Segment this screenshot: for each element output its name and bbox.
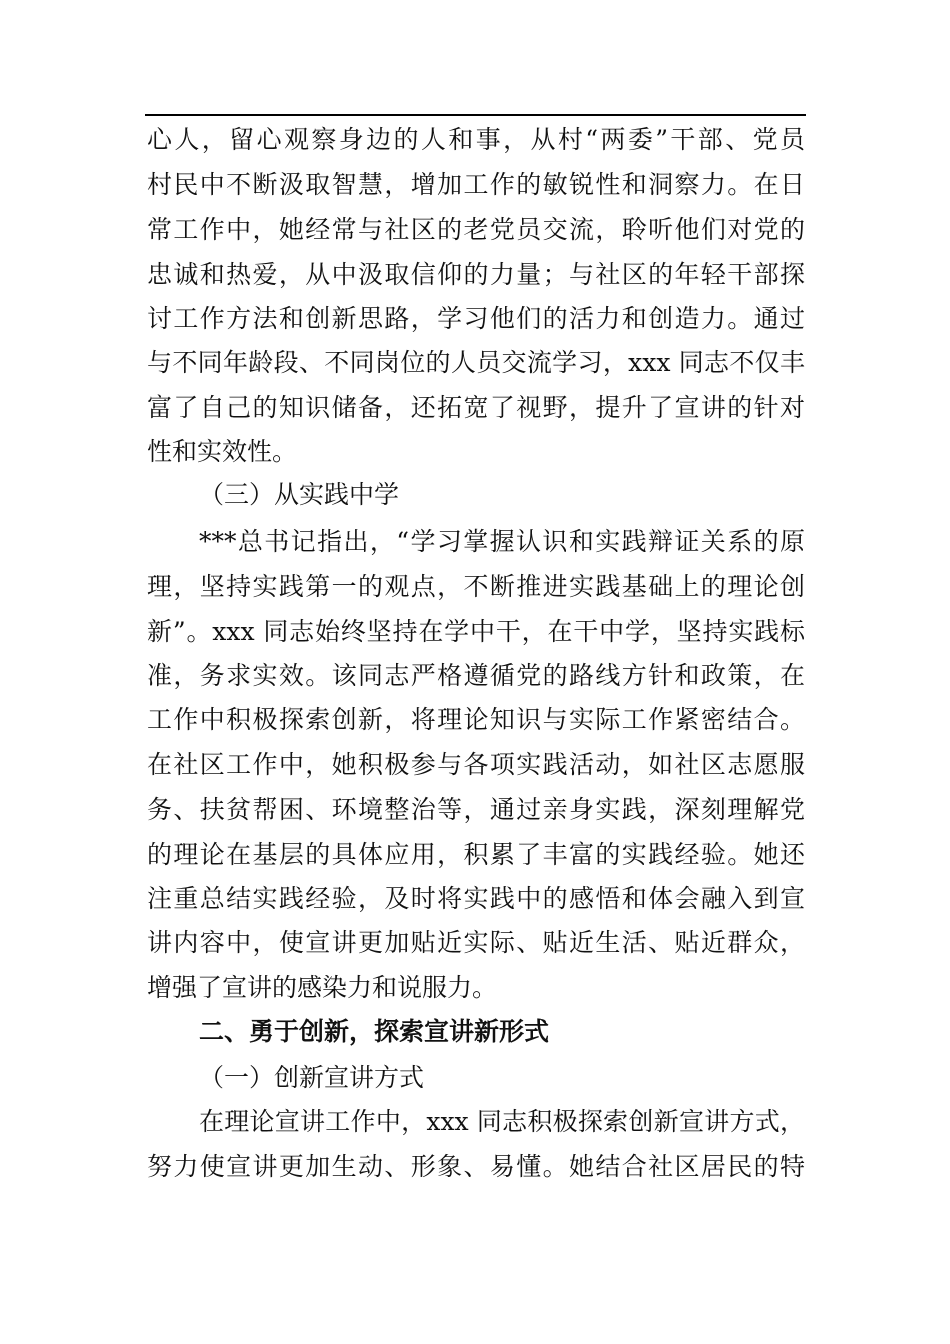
paragraph-line: 务、扶贫帮困、环境整治等，通过亲身实践，深刻理解党 (147, 795, 805, 824)
paragraph-line: ***总书记指出，“学习掌握认识和实践辩证关系的原 (199, 527, 805, 556)
paragraph-line: 讨工作方法和创新思路，学习他们的活力和创造力。通过 (147, 304, 805, 333)
paragraph-line: 忠诚和热爱，从中汲取信仰的力量；与社区的年轻干部探 (147, 260, 805, 289)
paragraph-line: 常工作中，她经常与社区的老党员交流，聆听他们对党的 (147, 215, 805, 244)
paragraph-line: 在理论宣讲工作中，xxx 同志积极探索创新宣讲方式， (199, 1107, 805, 1136)
paragraph-line: 的理论在基层的具体应用，积累了丰富的实践经验。她还 (147, 840, 805, 869)
paragraph-line: 讲内容中，使宣讲更加贴近实际、贴近生活、贴近群众， (147, 928, 805, 957)
paragraph-line: 工作中积极探索创新，将理论知识与实际工作紧密结合。 (147, 705, 805, 734)
paragraph-line: 努力使宣讲更加生动、形象、易懂。她结合社区居民的特 (147, 1152, 805, 1181)
paragraph-line: 在社区工作中，她积极参与各项实践活动，如社区志愿服 (147, 750, 805, 779)
paragraph-line: 村民中不断汲取智慧，增加工作的敏锐性和洞察力。在日 (147, 170, 805, 199)
subsection-heading: （三）从实践中学 (199, 480, 400, 509)
section-heading: 二、勇于创新，探索宣讲新形式 (199, 1017, 550, 1046)
paragraph-line: 与不同年龄段、不同岗位的人员交流学习，xxx 同志不仅丰 (147, 348, 805, 377)
paragraph-line: 准，务求实效。该同志严格遵循党的路线方针和政策，在 (147, 661, 805, 690)
paragraph-line: 富了自己的知识储备，还拓宽了视野，提升了宣讲的针对 (147, 393, 805, 422)
paragraph-line: 心人，留心观察身边的人和事，从村“两委”干部、党员 (147, 125, 805, 154)
header-rule (145, 114, 806, 116)
paragraph-line: 新”。xxx 同志始终坚持在学中干，在干中学，坚持实践标 (147, 617, 805, 646)
paragraph-line: 注重总结实践经验，及时将实践中的感悟和体会融入到宣 (147, 884, 805, 913)
paragraph-line: 增强了宣讲的感染力和说服力。 (147, 973, 498, 1002)
paragraph-line: 理，坚持实践第一的观点，不断推进实践基础上的理论创 (147, 572, 805, 601)
subsection-heading: （一）创新宣讲方式 (199, 1063, 425, 1092)
paragraph-line: 性和实效性。 (147, 437, 298, 466)
